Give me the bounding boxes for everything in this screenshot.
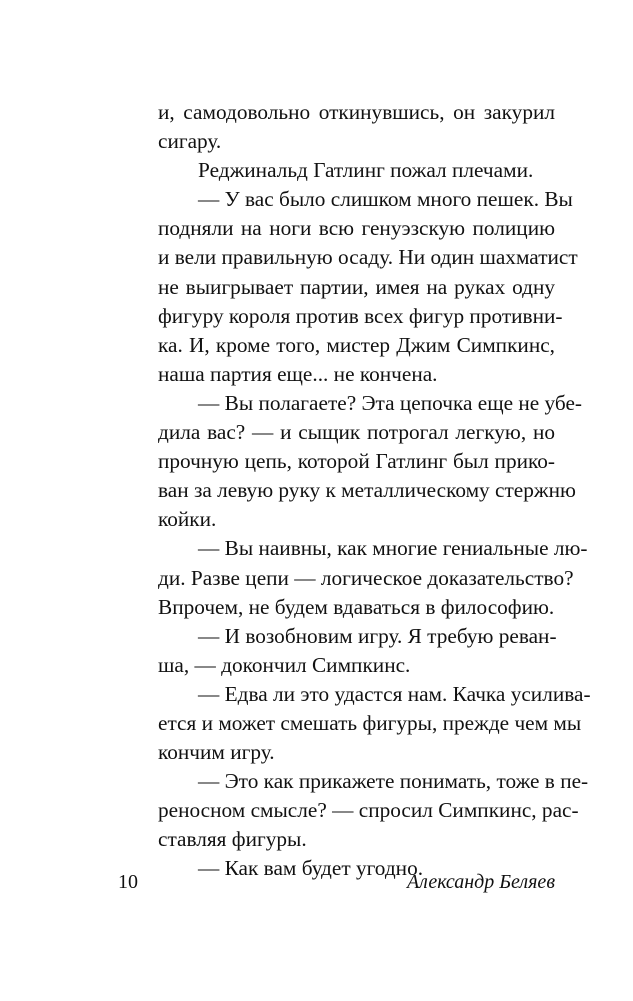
text-line: ди. Разве цепи — логическое доказательство? xyxy=(158,565,574,590)
text-line: ставляя фигуры. xyxy=(158,827,307,852)
text-line: реносном смысле? — спросил Симпкинс, рас- xyxy=(158,798,579,823)
text-line: — И возобновим игру. Я требую реван- xyxy=(198,623,557,648)
text-line: кончим игру. xyxy=(158,740,275,765)
running-author: Александр Беляев xyxy=(406,871,555,893)
text-line: наша партия еще... не кончена. xyxy=(158,361,438,386)
text-line: — Вы наивны, как многие гениальные лю- xyxy=(198,536,588,561)
paragraph-4 xyxy=(118,389,583,534)
paragraph-5 xyxy=(118,534,588,621)
text-line: — Как вам будет угодно. xyxy=(198,856,424,881)
text-line: ка. И, кроме того, мистер Джим Симпкинс, xyxy=(158,332,555,357)
text-line: — Вы полагаете? Эта цепочка еще не убе- xyxy=(198,390,583,415)
paragraph-6 xyxy=(118,622,555,680)
text-line: Реджинальд Гатлинг пожал плечами. xyxy=(198,158,534,183)
text-line: не выигрывает партии, имея на руках одну xyxy=(158,274,555,299)
paragraph-1 xyxy=(118,98,555,156)
text-line: фигуру короля против всех фигур противни- xyxy=(158,303,563,328)
text-line: Впрочем, не будем вдаваться в философию. xyxy=(158,594,555,619)
text-line: дила вас? — и сыщик потрогал легкую, но xyxy=(158,420,555,445)
text-line: прочную цепь, которой Гатлинг был прико- xyxy=(158,449,555,474)
body-text xyxy=(118,98,591,884)
page-number: 10 xyxy=(118,871,138,893)
text-line: — Едва ли это удастся нам. Качка усилива- xyxy=(198,681,591,706)
text-line: сигару. xyxy=(158,129,222,154)
text-line: и, самодовольно откинувшись, он закурил xyxy=(158,100,555,124)
text-line: и вели правильную осаду. Ни один шахматист xyxy=(158,245,578,270)
text-line: ван за левую руку к металлическому стержню xyxy=(158,478,576,503)
paragraph-7 xyxy=(118,680,591,767)
text-line: подняли на ноги всю генуэзскую полицию xyxy=(158,216,555,241)
text-line: — Это как прикажете понимать, тоже в пе- xyxy=(198,769,589,794)
page-footer xyxy=(118,871,555,901)
paragraph-8 xyxy=(118,767,589,854)
paragraph-3 xyxy=(118,185,578,389)
paragraph-2 xyxy=(118,156,555,185)
text-line: — У вас было слишком много пешек. Вы xyxy=(198,187,573,212)
text-line: ется и может смешать фигуры, прежде чем мы xyxy=(158,710,582,735)
text-line: ша, — докончил Симпкинс. xyxy=(158,652,411,677)
text-line: койки. xyxy=(158,507,217,532)
